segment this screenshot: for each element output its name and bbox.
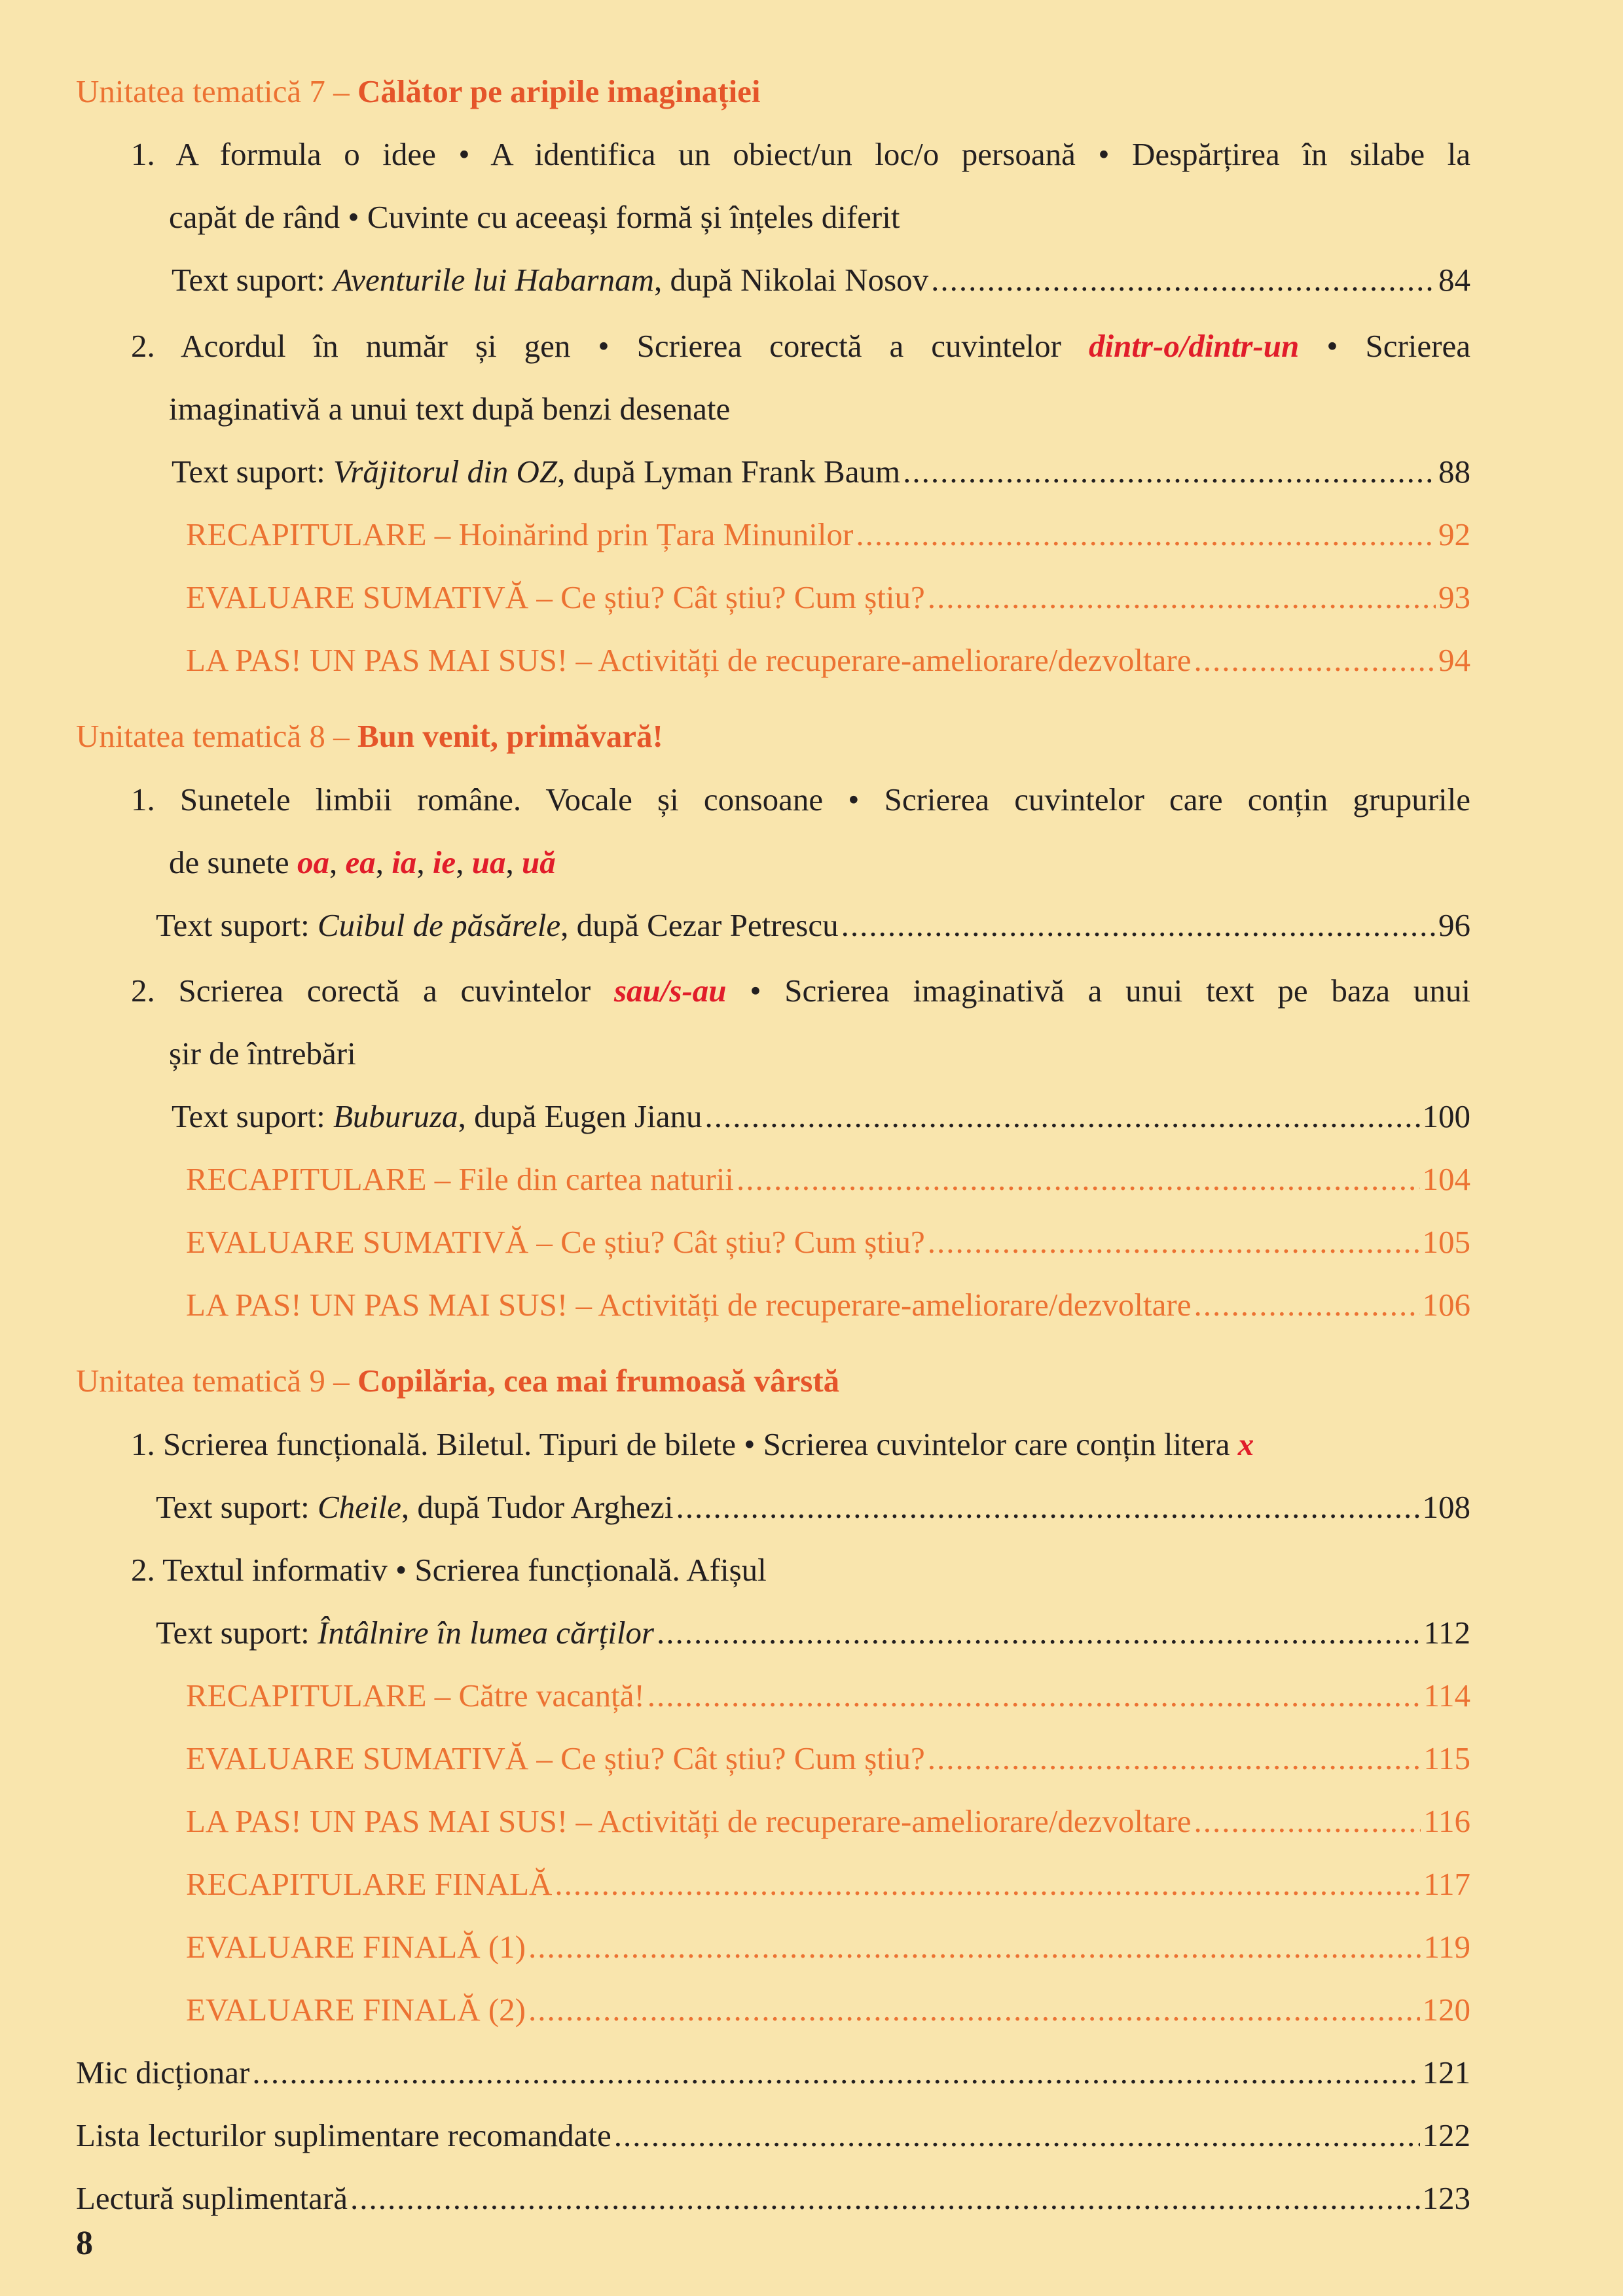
- dot-leader: [1194, 1802, 1421, 1841]
- lesson-text: 2. Acordul în număr și gen • Scrierea corectă a cuvintelor: [131, 328, 1089, 364]
- unit-8-lesson-1-line-1: 1. Sunetele limbii române. Vocale și consoane • Scrierea cuvintelor care conțin grupurile: [131, 781, 1470, 817]
- dot-leader: [555, 1865, 1421, 1904]
- dot-leader: [737, 1160, 1420, 1199]
- unit-8-prefix: Unitatea tematică 8 –: [76, 718, 357, 754]
- page-number: 121: [1422, 2054, 1470, 2090]
- evaluare-finala-1[interactable]: [186, 1928, 1470, 1967]
- page-number: 117: [1423, 1866, 1470, 1902]
- sound-group: ia: [392, 844, 417, 880]
- lesson-text: 2. Scrierea corectă a cuvintelor: [131, 973, 614, 1009]
- text-title: Aventurile lui Habarnam: [333, 262, 654, 298]
- unit-8-lesson-2-text-suport[interactable]: [172, 1097, 1470, 1136]
- dot-leader: [704, 1097, 1419, 1136]
- unit-9-lesson-2-text-suport[interactable]: [156, 1613, 1470, 1653]
- dot-leader: [350, 2179, 1420, 2218]
- text-title: Vrăjitorul din OZ: [333, 454, 558, 490]
- separator: ,: [456, 844, 472, 880]
- unit-8-lesson-2-line-1: [131, 971, 1470, 1011]
- page-number: 123: [1422, 2180, 1470, 2216]
- unit-7-lesson-2-line-1: [131, 327, 1470, 366]
- unit-9-la-pas[interactable]: [186, 1802, 1470, 1841]
- page-number: 116: [1423, 1803, 1470, 1839]
- page-number: 94: [1438, 642, 1470, 678]
- toc-label: EVALUARE FINALĂ (1): [186, 1929, 526, 1965]
- toc-label: LA PAS! UN PAS MAI SUS! – Activități de recuperare-ameliorare/dezvoltare: [186, 642, 1192, 678]
- recapitulare-finala[interactable]: [186, 1865, 1470, 1904]
- page-number: 93: [1438, 579, 1470, 615]
- unit-7-la-pas[interactable]: [186, 641, 1470, 680]
- unit-9-lesson-1-line-1: [131, 1425, 1254, 1464]
- dot-leader: [528, 1928, 1421, 1967]
- toc-label: EVALUARE SUMATIVĂ – Ce știu? Cât știu? Cum știu?: [186, 1224, 925, 1260]
- dot-leader: [931, 260, 1436, 300]
- separator: ,: [505, 844, 522, 880]
- lesson-text: 1. Scrierea funcțională. Biletul. Tipuri de bilete • Scrierea cuvintelor care conțin litera: [131, 1426, 1238, 1462]
- dot-leader: [1194, 1285, 1419, 1325]
- highlighted-words: dintr-o/dintr-un: [1088, 328, 1300, 364]
- unit-7-heading: [76, 72, 761, 111]
- toc-label: RECAPITULARE – Către vacanță!: [186, 1677, 645, 1713]
- unit-8-la-pas[interactable]: [186, 1285, 1470, 1325]
- unit-9-lesson-2-line-1: 2. Textul informativ • Scrierea funcțională. Afișul: [131, 1552, 767, 1588]
- text-title: Cheile: [318, 1489, 401, 1525]
- page-number: 108: [1422, 1489, 1470, 1525]
- text-suport-label: Text suport:: [172, 1098, 333, 1134]
- page-number: 119: [1423, 1929, 1470, 1965]
- toc-label: Lectură suplimentară: [76, 2180, 348, 2216]
- separator: ,: [375, 844, 392, 880]
- unit-8-recapitulare[interactable]: [186, 1160, 1470, 1199]
- dot-leader: [528, 1990, 1420, 2030]
- separator: ,: [416, 844, 433, 880]
- sound-group: uă: [521, 844, 556, 880]
- lectura-suplimentara[interactable]: [76, 2179, 1470, 2218]
- toc-label: EVALUARE SUMATIVĂ – Ce știu? Cât știu? Cum știu?: [186, 1740, 925, 1776]
- toc-label: LA PAS! UN PAS MAI SUS! – Activități de recuperare-ameliorare/dezvoltare: [186, 1803, 1192, 1839]
- dot-leader: [928, 578, 1436, 617]
- dot-leader: [1194, 641, 1436, 680]
- unit-9-heading: [76, 1361, 839, 1401]
- unit-7-lesson-2-line-2: imaginativă a unui text după benzi desenate: [169, 391, 731, 427]
- toc-label: LA PAS! UN PAS MAI SUS! – Activități de recuperare-ameliorare/dezvoltare: [186, 1287, 1192, 1323]
- page-number: 114: [1423, 1677, 1470, 1713]
- text-suport-label: Text suport:: [172, 262, 333, 298]
- page-number: 115: [1423, 1740, 1470, 1776]
- dot-leader: [903, 452, 1436, 492]
- page-number: 106: [1422, 1287, 1470, 1323]
- unit-9-recapitulare[interactable]: [186, 1676, 1470, 1715]
- sound-group: ie: [432, 844, 456, 880]
- text-author: , după Eugen Jianu: [458, 1098, 702, 1134]
- page-number: 88: [1438, 454, 1470, 490]
- toc-label: RECAPITULARE – File din cartea naturii: [186, 1161, 734, 1197]
- unit-8-lesson-1-line-2: [169, 843, 556, 882]
- toc-label: Mic dicționar: [76, 2054, 250, 2090]
- page-number: 96: [1438, 907, 1470, 943]
- text-title: Buburuza: [333, 1098, 458, 1134]
- mic-dictionar[interactable]: [76, 2053, 1470, 2092]
- unit-7-recapitulare[interactable]: [186, 515, 1470, 554]
- dot-leader: [647, 1676, 1421, 1715]
- text-suport-label: Text suport:: [172, 454, 333, 490]
- page-number: 122: [1422, 2117, 1470, 2153]
- page-number: 120: [1422, 1992, 1470, 2028]
- unit-7-prefix: Unitatea tematică 7 –: [76, 73, 357, 109]
- dot-leader: [676, 1488, 1420, 1527]
- unit-7-lesson-2-text-suport[interactable]: [172, 452, 1470, 492]
- unit-7-evaluare-sumativa[interactable]: [186, 578, 1470, 617]
- dot-leader: [856, 515, 1436, 554]
- dot-leader: [252, 2053, 1419, 2092]
- text-suport-label: Text suport:: [156, 1615, 318, 1651]
- dot-leader: [657, 1613, 1421, 1653]
- unit-8-title: Bun venit, primăvară!: [357, 718, 663, 754]
- unit-9-prefix: Unitatea tematică 9 –: [76, 1363, 357, 1399]
- highlighted-words: sau/s-au: [613, 973, 727, 1009]
- text-author: , după Nikolai Nosov: [653, 262, 929, 298]
- page-number: 84: [1438, 262, 1470, 298]
- toc-label: RECAPITULARE FINALĂ: [186, 1866, 553, 1902]
- text-suport-label: Text suport:: [156, 907, 318, 943]
- text-suport-label: Text suport:: [156, 1489, 318, 1525]
- toc-label: EVALUARE FINALĂ (2): [186, 1992, 526, 2028]
- toc-label: EVALUARE SUMATIVĂ – Ce știu? Cât știu? Cum știu?: [186, 579, 925, 615]
- dot-leader: [841, 906, 1436, 945]
- text-author: , după Cezar Petrescu: [560, 907, 839, 943]
- separator: ,: [329, 844, 346, 880]
- page-number: 105: [1422, 1224, 1470, 1260]
- lesson-text: de sunete: [169, 844, 297, 880]
- lesson-text: • Scrierea imaginativă a unui text pe baza unui: [726, 973, 1470, 1009]
- unit-9-title: Copilăria, cea mai frumoasă vârstă: [357, 1363, 840, 1399]
- unit-9-lesson-1-text-suport[interactable]: [156, 1488, 1470, 1527]
- unit-7-lesson-1-line-2: capăt de rând • Cuvinte cu aceeași formă și înțeles diferit: [169, 199, 900, 235]
- lesson-text: 1. A formula o idee • A identifica un obiect/un loc/o persoană • Despărțirea în silabe la: [131, 136, 1470, 172]
- dot-leader: [928, 1739, 1421, 1778]
- dot-leader: [614, 2116, 1420, 2155]
- unit-7-lesson-1-line-1: [131, 135, 1470, 174]
- lesson-text: • Scrierea: [1299, 328, 1470, 364]
- text-author: , după Lyman Frank Baum: [557, 454, 901, 490]
- text-author: , după Tudor Arghezi: [401, 1489, 674, 1525]
- toc-label: RECAPITULARE – Hoinărind prin Țara Minunilor: [186, 516, 854, 552]
- text-title: Întâlnire în lumea cărților: [318, 1615, 654, 1651]
- page-number-footer: 8: [76, 2225, 93, 2262]
- unit-9-evaluare-sumativa[interactable]: [186, 1739, 1470, 1778]
- unit-8-lesson-2-line-2: șir de întrebări: [169, 1035, 356, 1071]
- page-number: 100: [1422, 1098, 1470, 1134]
- unit-8-heading: [76, 717, 663, 756]
- sound-group: oa: [297, 844, 329, 880]
- sound-group: ua: [471, 844, 506, 880]
- lista-lecturilor[interactable]: [76, 2116, 1470, 2155]
- unit-7-lesson-1-text-suport[interactable]: [172, 260, 1470, 300]
- page-number: 112: [1423, 1615, 1470, 1651]
- evaluare-finala-2[interactable]: [186, 1990, 1470, 2030]
- unit-8-evaluare-sumativa[interactable]: [186, 1223, 1470, 1262]
- sound-group: ea: [345, 844, 376, 880]
- page-number: 104: [1422, 1161, 1470, 1197]
- highlighted-letter: x: [1237, 1426, 1254, 1462]
- page-number: 92: [1438, 516, 1470, 552]
- unit-7-title: Călător pe aripile imaginației: [357, 73, 761, 109]
- unit-8-lesson-1-text-suport[interactable]: [156, 906, 1470, 945]
- dot-leader: [928, 1223, 1420, 1262]
- toc-label: Lista lecturilor suplimentare recomandate: [76, 2117, 611, 2153]
- text-title: Cuibul de păsărele: [318, 907, 561, 943]
